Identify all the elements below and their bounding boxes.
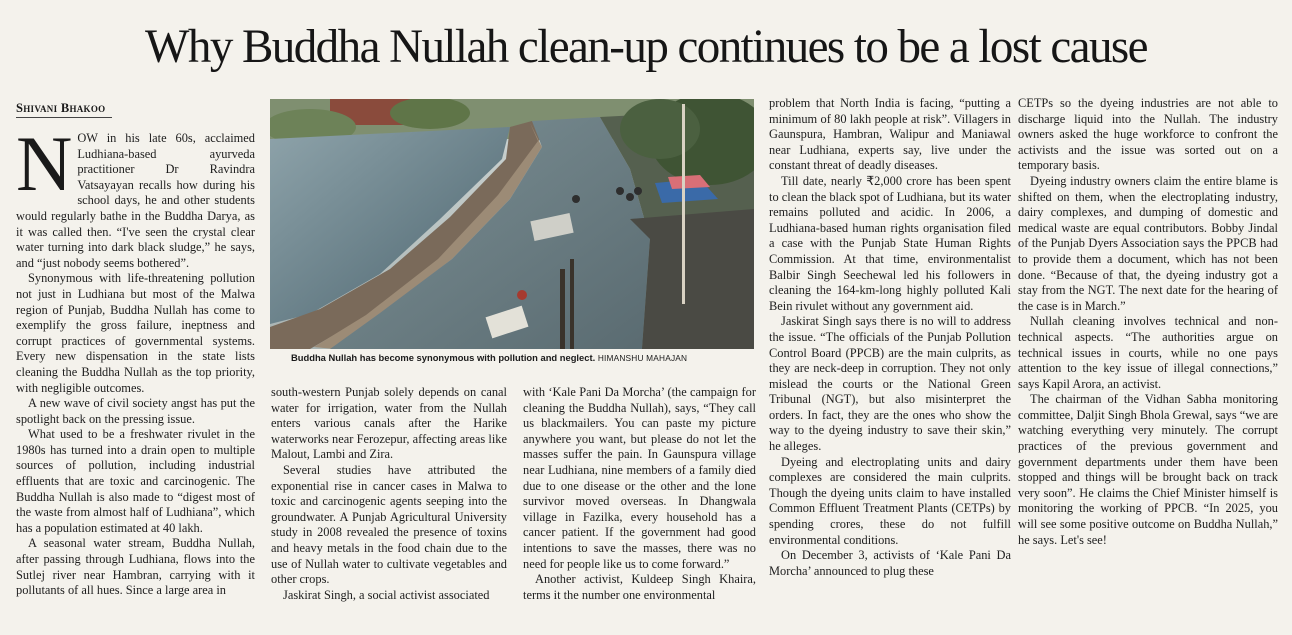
paragraph: OW in his late 60s, acclaimed Ludhiana-based ayurveda practitioner Dr Ravindra Vatsayayan recalls how during his school days, he and other students would regularly bathe in the Buddha Darya, as it was called then. “I've seen the crystal clear water turning into dark black sludge,” he says, and “just nobody seems bothered”.	[16, 131, 255, 270]
paragraph: Jaskirat Singh, a social activist associated	[283, 587, 490, 602]
paragraph: south-western Punjab solely depends on canal water for irrigation, water from the Nullah enters various canals after the Harike waterworks near Ferozepur, affecting areas like Malout, Lambi and Zira.	[271, 385, 507, 462]
article-column-2	[271, 385, 507, 611]
photo-credit: HIMANSHU MAHAJAN	[597, 353, 688, 363]
paragraph: Synonymous with life-threatening pollution not just in Ludhiana but most of the Malwa region of Punjab, Buddha Nullah has come to exemplify the gross failure, ineptness and corrupt practices of governmental systems. Every new dispensation in the state lists cleaning the Buddha Nullah as the top priority, with negligible outcomes.	[16, 271, 255, 395]
paragraph: Another activist, Kuldeep Singh Khaira, terms it the number one environmental	[523, 572, 756, 602]
paragraph: with ‘Kale Pani Da Morcha’ (the campaign for cleaning the Buddha Nullah), says, “They call us blackmailers. You can paste my picture anywhere you want, but please do not let the masses suffer the pain. In Gaunspura village near Ludhiana, nine members of a family died due to one disease or the other and the lone survivor moved overseas. In Dhangwala village in Fazilka, every household has a cancer patient. If the government had good intentions to save the masses, there was no need for people like us to come forward.”	[523, 385, 756, 571]
paragraph: Several studies have attributed the exponential rise in cancer cases in Malwa to toxic and carcinogenic agents seeping into the groundwater. A Punjab Agricultural University study in 2008 revealed the presence of toxins and heavy metals in the food chain due to the use of Nullah water to cultivate vegetables and other crops.	[271, 462, 507, 587]
paragraph: The chairman of the Vidhan Sabha monitoring committee, Daljit Singh Bhola Grewal, says “we are watching everything very minutely. The corrupt practices of the previous government and government departments under them have been stopped and things will be brought back on track very soon”. He claims the Chief Minister himself is monitoring the working of PPCB. “In 2025, you will see some positive outcome on Buddha Nullah,” he says. Let's see!	[1018, 392, 1278, 547]
headline: Why Buddha Nullah clean-up continues to be a lost cause	[145, 20, 1147, 73]
paragraph: problem that North India is facing, “putting a minimum of 80 lakh people at risk”. Villagers in Gaunspura, Hambran, Walipur and Maniawal near Ludhiana, experts say, live under the constant threat of deadly diseases.	[769, 96, 1011, 173]
polluted-river-image	[270, 99, 754, 349]
article-column-1	[16, 131, 255, 611]
paragraph: Jaskirat Singh says there is no will to address the issue. “The officials of the Punjab Pollution Control Board (PPCB) are the main culprits, as they are neck-deep in corruption. They not only mislead the courts or the National Green Tribunal (NGT), but also misinterpret the orders. In fact, they are the ones who show the way to the dyeing industry to save their skin,” he alleges.	[769, 314, 1011, 454]
article-column-3	[523, 385, 756, 611]
byline-rule	[16, 117, 112, 118]
paragraph: Dyeing industry owners claim the entire blame is shifted on them, when the electroplating industry, dairy complexes, and dumping of domestic and medical waste are equal contributors. Bobby Jindal of the Punjab Dyers Association says the PPCB had to provide them a document, which has not been done. “Because of that, the dyeing industry got a stay from the NGT. The next date for the hearing of the case is in March.”	[1018, 173, 1278, 313]
paragraph: A seasonal water stream, Buddha Nullah, after passing through Ludhiana, flows into the Sutlej river near Hambran, carrying with it pollutants of all hues. Since a large area in	[16, 536, 255, 598]
paragraph: What used to be a freshwater rivulet in the 1980s has turned into a drain open to multiple sources of pollution, including industrial effluents that are toxic and carcinogenic. The Buddha Nullah is also made to “digest most of the waste from almost half of Ludhiana”, which has a population estimated at 40 lakh.	[16, 427, 255, 535]
article-column-4	[769, 96, 1011, 611]
article-column-5	[1018, 96, 1278, 616]
paragraph: Nullah cleaning involves technical and non-technical aspects. “The authorities argue on technical issues in courts, while no one pays attention to the key issue of illegal connections,” says Kapil Arora, an activist.	[1018, 314, 1278, 391]
caption-text: Buddha Nullah has become synonymous with pollution and neglect.	[291, 352, 596, 363]
river-photo	[270, 99, 754, 349]
photo-caption	[291, 352, 761, 363]
paragraph: CETPs so the dyeing industries are not able to discharge liquid into the Nullah. The industry owners asked the huge workforce to confront the activists and the issue was sorted out on a temporary basis.	[1018, 96, 1278, 173]
paragraph: A new wave of civil society angst has put the spotlight back on the pressing issue.	[16, 396, 255, 426]
paragraph: On December 3, activists of ‘Kale Pani Da Morcha’ announced to plug these	[769, 548, 1011, 578]
drop-cap: N	[16, 131, 73, 207]
paragraph: Till date, nearly ₹2,000 crore has been spent to clean the black spot of Ludhiana, but its water remains polluted and acidic. In 2006, a Ludhiana-based human rights organisation filed a case with the Punjab State Human Rights Commission. At that time, environmentalist Balbir Singh Seechewal led his followers in cleaning the 164-km-long highly polluted Kali Bein rivulet without any government aid.	[769, 173, 1011, 313]
byline: Shivani Bhakoo	[16, 101, 106, 115]
paragraph: Dyeing and electroplating units and dairy complexes are considered the main culprits. Though the dyeing units claim to have installed Common Effluent Treatment Plants (CETPs) by spending crores, these do not fulfill environmental conditions.	[769, 454, 1011, 547]
